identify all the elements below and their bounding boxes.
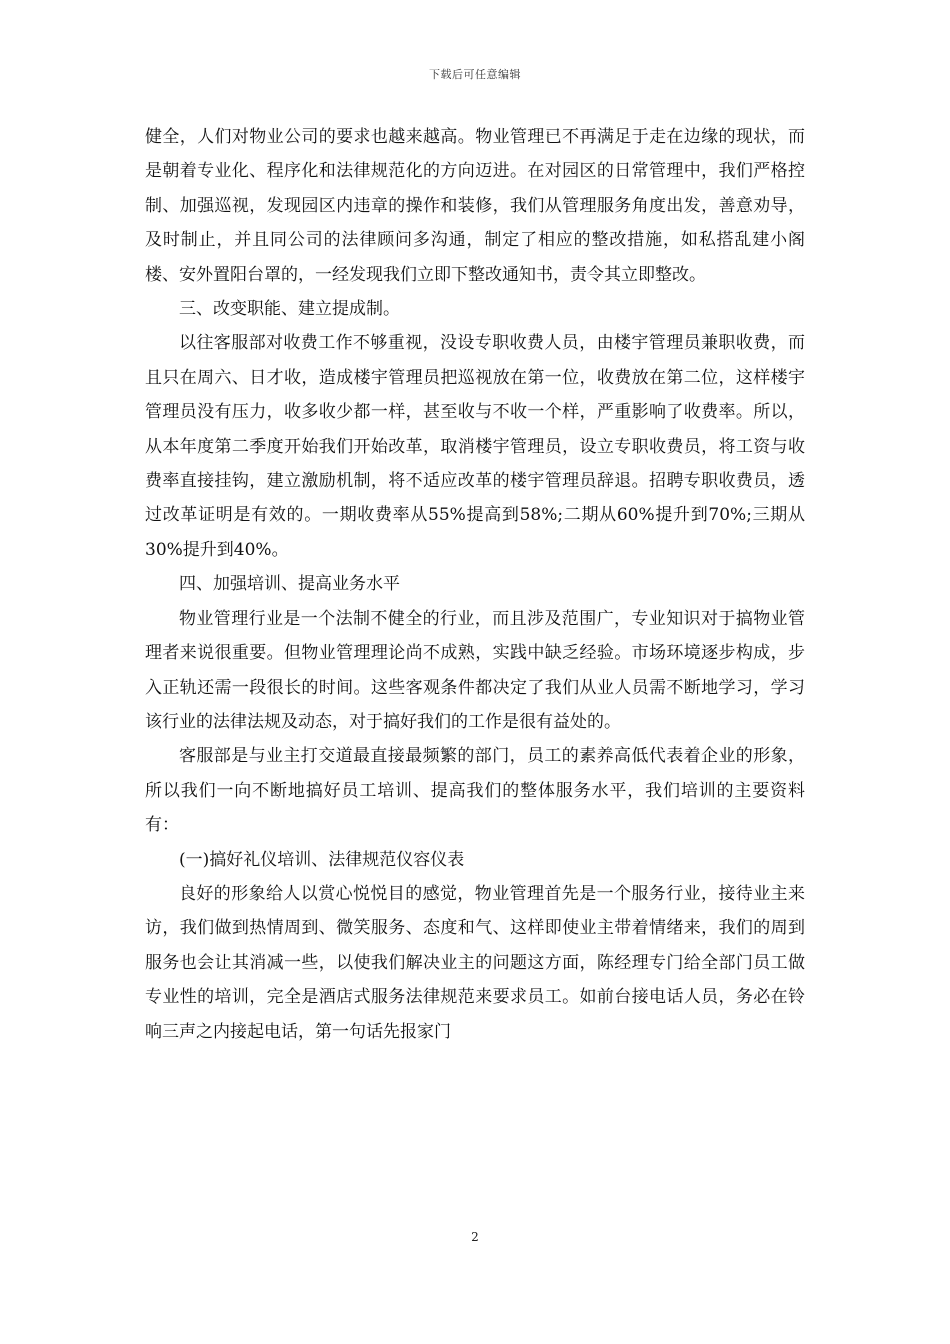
page-number: 2 <box>471 1230 479 1244</box>
paragraph: 良好的形象给人以赏心悦悦目的感觉，物业管理首先是一个服务行业，接待业主来访，我们做到热情周到、微笑服务、态度和气、这样即使业主带着情绪来，我们的周到服务也会让其消减一些，以使我们解决业主的问题这方面，陈经理专门给全部门员工做专业性的培训，完全是酒店式服务法律规范来要求员工。如前台接电话人员，务必在铃响三声之内接起电话，第一句话先报家门 <box>145 883 805 1042</box>
subsection-heading-1: (一)搞好礼仪培训、法律规范仪容仪表 <box>179 849 465 870</box>
page-header: 下载后可任意编辑 <box>429 68 521 81</box>
section-heading-4: 四、加强培训、提高业务水平 <box>179 574 400 595</box>
document-body <box>145 120 805 1049</box>
paragraph: 物业管理行业是一个法制不健全的行业，而且涉及范围广，专业知识对于搞物业管理者来说很重要。但物业管理理论尚不成熟，实践中缺乏经验。市场环境逐步构成，步入正轨还需一段很长的时间。这些客观条件都决定了我们从业人员需不断地学习，学习该行业的法律法规及动态，对于搞好我们的工作是很有益处的。 <box>145 608 805 732</box>
section-heading-3: 三、改变职能、建立提成制。 <box>179 299 400 320</box>
paragraph: 以往客服部对收费工作不够重视，没设专职收费人员，由楼宇管理员兼职收费，而且只在周六、日才收，造成楼宇管理员把巡视放在第一位，收费放在第二位，这样楼宇管理员没有压力，收多收少都一样，甚至收与不收一个样，严重影响了收费率。所以，从本年度第二季度开始我们开始改革，取消楼宇管理员，设立专职收费员，将工资与收费率直接挂钩，建立激励机制，将不适应改革的楼宇管理员辞退。招聘专职收费员，透过改革证明是有效的。一期收费率从55%提高到58%;二期从60%提升到70%;三期从30%提升到40%。 <box>145 333 805 560</box>
paragraph: 客服部是与业主打交道最直接最频繁的部门，员工的素养高低代表着企业的形象，所以我们一向不断地搞好员工培训、提高我们的整体服务水平，我们培训的主要资料有： <box>145 746 805 836</box>
paragraph-continuation: 健全，人们对物业公司的要求也越来越高。物业管理已不再满足于走在边缘的现状，而是朝着专业化、程序化和法律规范化的方向迈进。在对园区的日常管理中，我们严格控制、加强巡视，发现园区内违章的操作和装修，我们从管理服务角度出发，善意劝导，及时制止，并且同公司的法律顾问多沟通，制定了相应的整改措施，如私搭乱建小阁楼、安外置阳台罩的，一经发现我们立即下整改通知书，责令其立即整改。 <box>145 127 805 285</box>
